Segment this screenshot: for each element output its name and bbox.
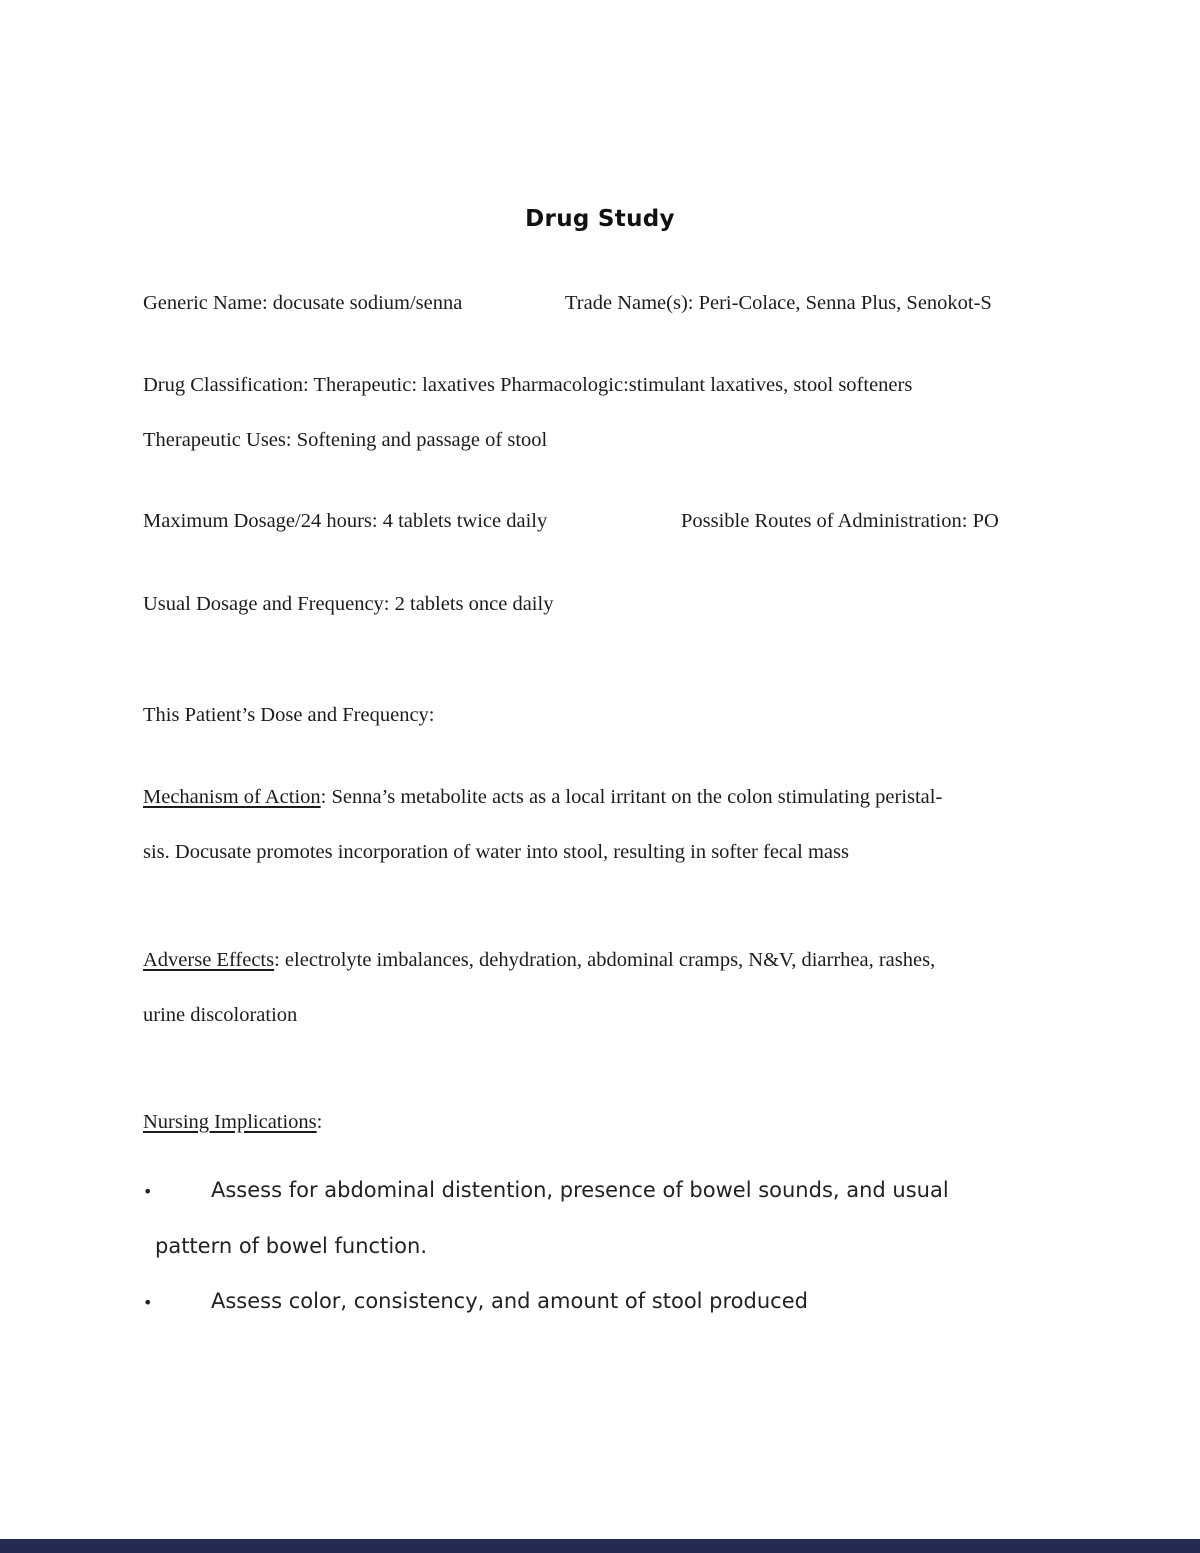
mechanism-line-1 (143, 770, 1160, 825)
list-item-line-1 (143, 1163, 1160, 1219)
footer-bar (0, 1539, 1200, 1553)
adverse-effects-paragraph (143, 933, 1160, 1043)
drug-classification-field: Drug Classification: Therapeutic: laxatives Pharmacologic:stimulant laxatives, stool softeners (143, 374, 913, 396)
therapeutic-uses-field: Therapeutic Uses: Softening and passage of stool (143, 429, 548, 451)
usual-dosage-field: Usual Dosage and Frequency: 2 tablets once daily (143, 593, 554, 615)
mechanism-line-1-text: : Senna’s metabolite acts as a local irritant on the colon stimulating peristal- (320, 786, 943, 808)
generic-trade-row (143, 276, 1160, 331)
list-item-text: Assess for abdominal distention, presence of bowel sounds, and usual (211, 1178, 949, 1202)
list-item-line-2: pattern of bowel function. (155, 1234, 427, 1258)
adverse-line-1 (143, 933, 1160, 988)
mechanism-of-action-label: Mechanism of Action (143, 786, 321, 808)
nursing-implications-label: Nursing Implications (143, 1111, 317, 1133)
list-item (143, 1163, 1160, 1274)
nursing-implications-heading (143, 1095, 1160, 1150)
list-item-line-1 (143, 1274, 1160, 1330)
dosage-routes-row (143, 494, 1160, 549)
document-content (0, 276, 1200, 1330)
routes-of-administration-field: Possible Routes of Administration: PO (681, 510, 999, 532)
adverse-line-1-text: : electrolyte imbalances, dehydration, abdominal cramps, N&V, diarrhea, rashes, (274, 949, 936, 971)
document-title: Drug Study (525, 206, 675, 232)
mechanism-line-2: sis. Docusate promotes incorporation of water into stool, resulting in softer fecal mass (143, 841, 849, 863)
nursing-implications-colon: : (316, 1111, 323, 1133)
trade-name-field: Trade Name(s): Peri-Colace, Senna Plus, Senokot-S (565, 292, 992, 314)
list-item (143, 1274, 1160, 1330)
bullet-icon: • (143, 1182, 153, 1201)
adverse-line-2: urine discoloration (143, 1004, 298, 1026)
list-item-text: Assess color, consistency, and amount of stool produced (211, 1289, 808, 1313)
maximum-dosage-field: Maximum Dosage/24 hours: 4 tablets twice daily (143, 510, 548, 532)
nursing-implications-list (143, 1163, 1160, 1330)
generic-name-field: Generic Name: docusate sodium/senna (143, 292, 463, 314)
patient-dose-field: This Patient’s Dose and Frequency: (143, 704, 435, 726)
adverse-effects-label: Adverse Effects (143, 949, 275, 971)
mechanism-of-action-paragraph (143, 770, 1160, 880)
bullet-icon: • (143, 1293, 153, 1312)
